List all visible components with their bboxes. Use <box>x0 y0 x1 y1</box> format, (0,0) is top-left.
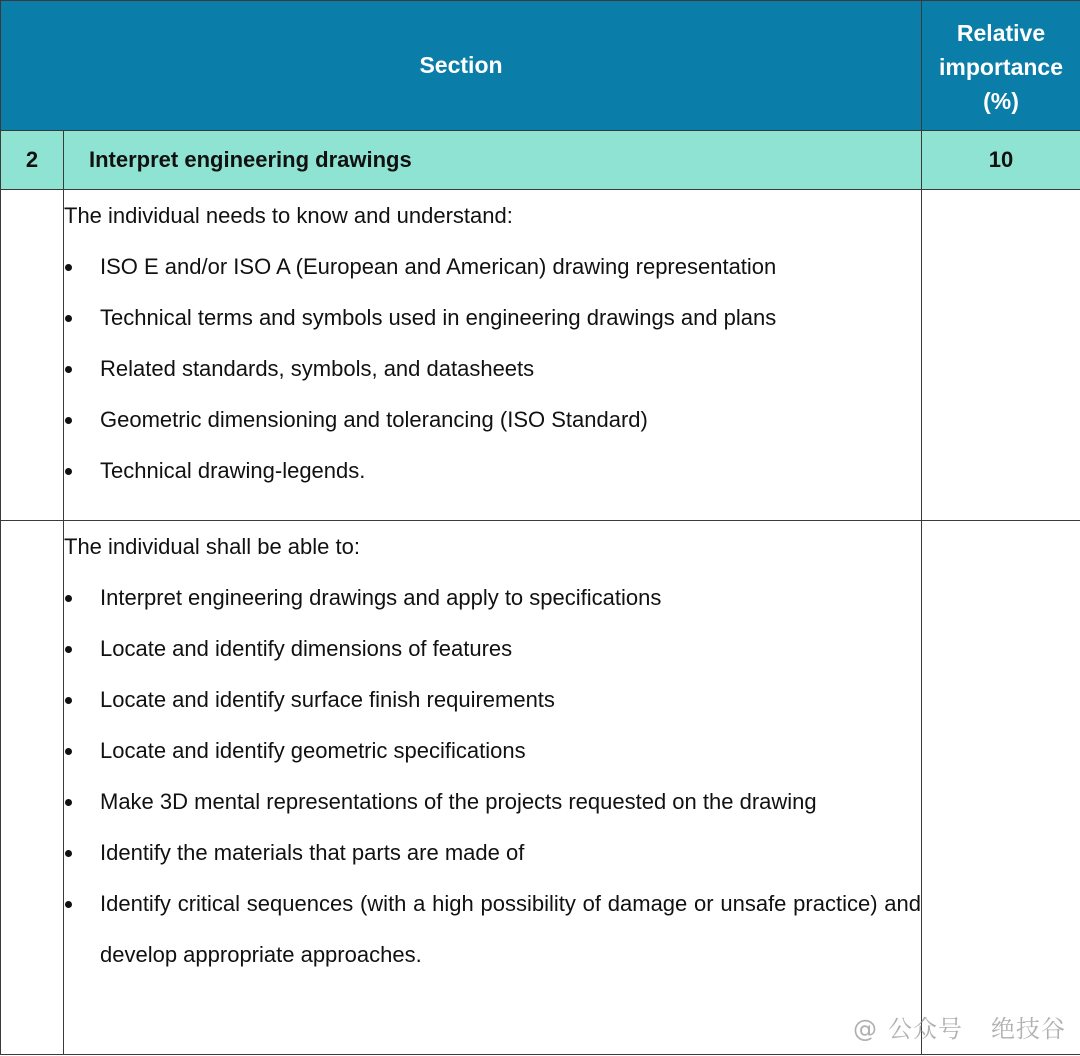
ability-item-text: Locate and identify dimensions of features <box>100 636 513 661</box>
watermark-at: @ <box>853 1015 878 1043</box>
ability-item-text: Locate and identify surface finish requirements <box>100 687 555 712</box>
ability-item <box>64 827 921 878</box>
section-percent: 10 <box>922 131 1080 190</box>
knowledge-number-cell <box>1 190 64 521</box>
table-header-row <box>1 1 1080 131</box>
knowledge-item-text: Technical drawing-legends. <box>100 458 366 483</box>
ability-item <box>64 674 921 725</box>
section-column-header: Section <box>1 1 922 131</box>
knowledge-intro: The individual needs to know and understand: <box>64 203 513 228</box>
ability-item <box>64 878 921 980</box>
abilities-row <box>1 521 1080 1055</box>
knowledge-item-text: ISO E and/or ISO A (European and American) drawing representation <box>100 254 777 279</box>
knowledge-item-text: Technical terms and symbols used in engineering drawings and plans <box>100 305 777 330</box>
relative-importance-label: Relative importance (%) <box>939 19 1063 114</box>
ability-item <box>64 725 921 776</box>
knowledge-content <box>64 190 922 521</box>
section-number: 2 <box>1 131 64 190</box>
section-title: Interpret engineering drawings <box>64 131 922 190</box>
watermark <box>853 1009 1066 1044</box>
abilities-intro: The individual shall be able to: <box>64 534 360 559</box>
ability-item <box>64 572 921 623</box>
knowledge-item <box>64 292 921 343</box>
ability-item <box>64 776 921 827</box>
ability-item-text: Interpret engineering drawings and apply to specifications <box>100 585 662 610</box>
knowledge-percent-cell <box>922 190 1080 521</box>
knowledge-item <box>64 394 921 445</box>
ability-item-text: Identify critical sequences (with a high possibility of damage or unsafe practice) and develop appropriate approaches. <box>100 891 922 967</box>
relative-importance-column-header <box>922 1 1080 131</box>
abilities-number-cell <box>1 521 64 1055</box>
ability-item-text: Locate and identify geometric specifications <box>100 738 526 763</box>
abilities-percent-cell <box>922 521 1080 1055</box>
knowledge-item <box>64 445 921 496</box>
ability-item-text: Identify the materials that parts are made of <box>100 840 525 865</box>
knowledge-item-text: Related standards, symbols, and datasheets <box>100 356 535 381</box>
knowledge-item <box>64 241 921 292</box>
knowledge-row <box>1 190 1080 521</box>
watermark-channel: 公众号 <box>888 1015 963 1043</box>
ability-item-text: Make 3D mental representations of the projects requested on the drawing <box>100 789 817 814</box>
knowledge-list <box>64 241 921 496</box>
watermark-name: 绝技谷 <box>991 1015 1066 1043</box>
abilities-list <box>64 572 921 980</box>
ability-item <box>64 623 921 674</box>
knowledge-item <box>64 343 921 394</box>
knowledge-item-text: Geometric dimensioning and tolerancing (ISO Standard) <box>100 407 648 432</box>
section-title-row <box>1 131 1080 190</box>
abilities-content <box>64 521 922 1055</box>
